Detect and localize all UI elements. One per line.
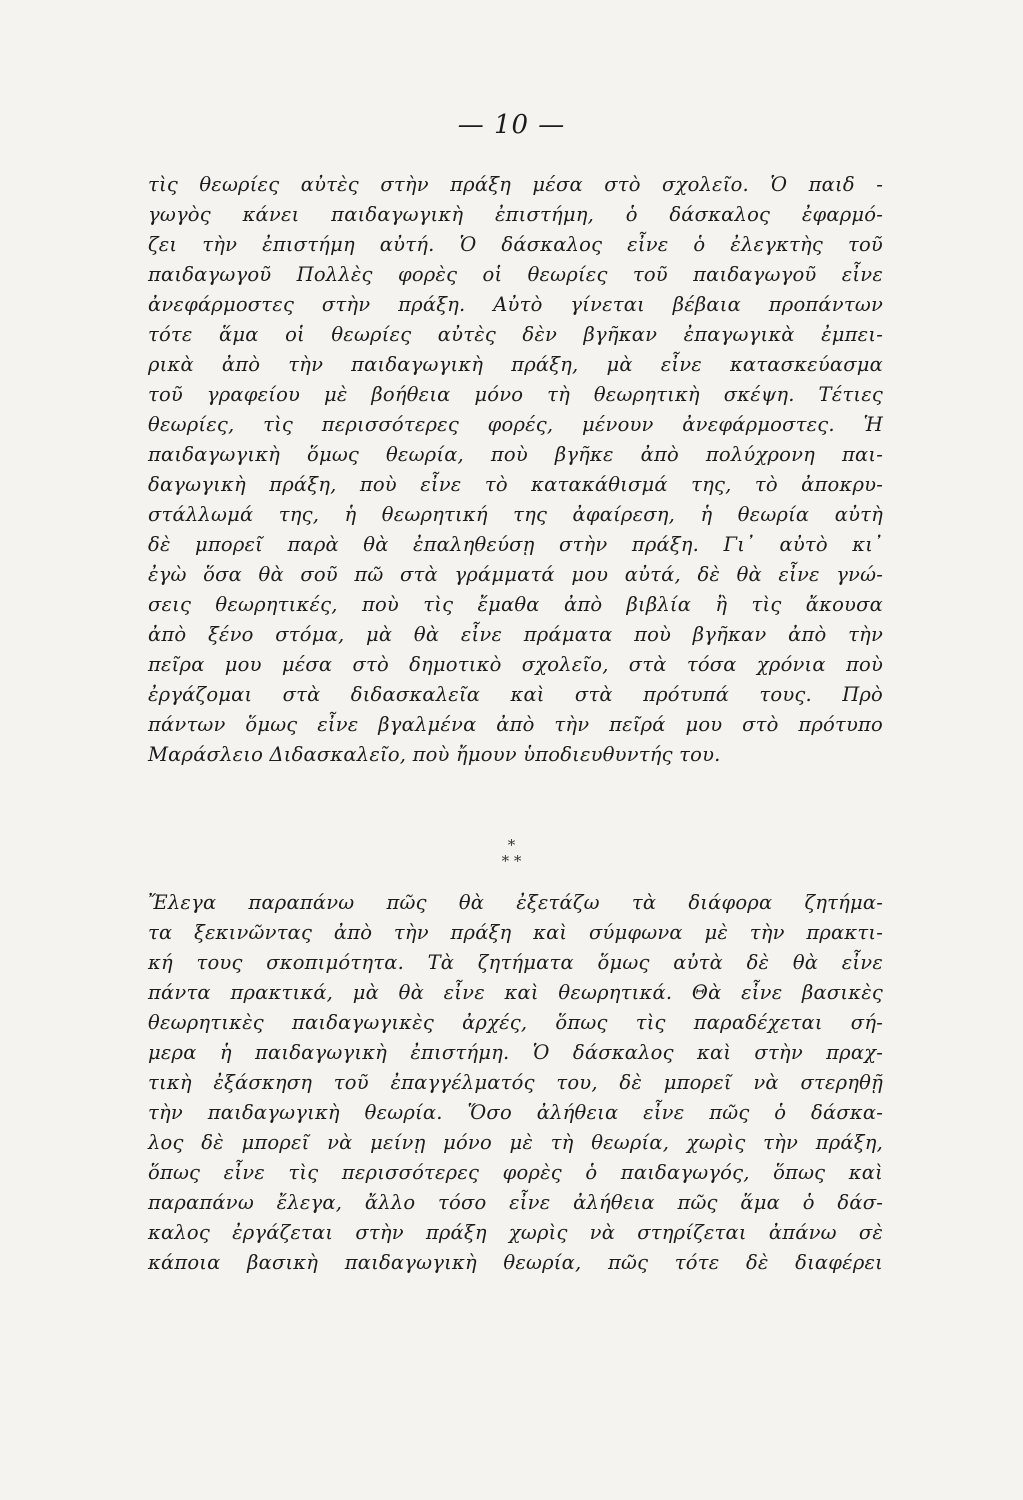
text-line: τικὴ ἐξάσκηση τοῦ ἐπαγγέλματός του, δὲ μπορεῖ νὰ στερηθῇ [148,1071,883,1094]
page-number: — 10 — [457,110,566,140]
section-separator-bottom: * * [501,852,522,870]
text-line: ὅπως εἶνε τὶς περισσότερες φορὲς ὁ παιδαγωγός, ὅπως καὶ [148,1161,883,1184]
section-separator-top: * [507,836,516,854]
text-line: δαγωγικὴ πράξη, ποὺ εἶνε τὸ κατακάθισμά της, τὸ ἀποκρυ- [148,473,883,496]
text-line: ἐγὼ ὅσα θὰ σοῦ πῶ στὰ γράμματά μου αὐτά, δὲ θὰ εἶνε γνώ- [148,563,883,586]
text-line: παραπάνω ἔλεγα, ἄλλο τόσο εἶνε ἀλήθεια πῶς ἅμα ὁ δάσ- [148,1191,883,1214]
text-line: Ἔλεγα παραπάνω πῶς θὰ ἐξετάζω τὰ διάφορα ζητήμα- [148,891,883,914]
text-line: Μαράσλειο Διδασκαλεῖο, ποὺ ἤμουν ὑποδιευθυντής του. [148,743,721,766]
paragraph-2 [148,888,883,1278]
text-line: τα ξεκινῶντας ἀπὸ τὴν πράξη καὶ σύμφωνα μὲ τὴν πρακτι- [148,921,883,944]
text-line: ἀπὸ ξένο στόμα, μὰ θὰ εἶνε πράματα ποὺ βγῆκαν ἀπὸ τὴν [148,623,883,646]
text-line: ἐργάζομαι στὰ διδασκαλεῖα καὶ στὰ πρότυπά τους. Πρὸ [148,683,883,706]
text-line: πάντων ὅμως εἶνε βγαλμένα ἀπὸ τὴν πεῖρά μου στὸ πρότυπο [148,713,883,736]
text-line: στάλλωμά της, ἡ θεωρητική της ἀφαίρεση, ἡ θεωρία αὐτὴ [148,503,883,526]
text-line: ζει τὴν ἐπιστήμη αὐτή. Ὁ δάσκαλος εἶνε ὁ ἐλεγκτὴς τοῦ [148,233,883,256]
text-line: ἀνεφάρμοστες στὴν πράξη. Αὐτὸ γίνεται βέβαια προπάντων [148,293,883,316]
text-line: καλος ἐργάζεται στὴν πράξη χωρὶς νὰ στηρίζεται ἀπάνω σὲ [148,1221,883,1244]
text-line: σεις θεωρητικές, ποὺ τὶς ἔμαθα ἀπὸ βιβλία ἢ τὶς ἄκουσα [148,593,883,616]
text-line: πεῖρα μου μέσα στὸ δημοτικὸ σχολεῖο, στὰ τόσα χρόνια ποὺ [148,653,883,676]
text-line: λος δὲ μπορεῖ νὰ μείνῃ μόνο μὲ τὴ θεωρία, χωρὶς τὴν πράξη, [148,1131,883,1154]
text-line: παιδαγωγοῦ Πολλὲς φορὲς οἱ θεωρίες τοῦ παιδαγωγοῦ εἶνε [148,263,883,286]
text-line: δὲ μπορεῖ παρὰ θὰ ἐπαληθεύσῃ στὴν πράξη. Γι᾽ αὐτὸ κι᾽ [148,533,883,556]
text-line: τοῦ γραφείου μὲ βοήθεια μόνο τὴ θεωρητικὴ σκέψη. Τέτιες [148,383,883,406]
text-line: τὶς θεωρίες αὐτὲς στὴν πράξη μέσα στὸ σχολεῖο. Ὁ παιδ - [148,173,883,196]
text-line: θεωρητικὲς παιδαγωγικὲς ἀρχές, ὅπως τὶς παραδέχεται σή- [148,1011,883,1034]
text-line: τὴν παιδαγωγικὴ θεωρία. Ὅσο ἀλήθεια εἶνε πῶς ὁ δάσκα- [148,1101,883,1124]
text-line: ρικὰ ἀπὸ τὴν παιδαγωγικὴ πράξη, μὰ εἶνε κατασκεύασμα [148,353,883,376]
text-line: κάποια βασικὴ παιδαγωγικὴ θεωρία, πῶς τότε δὲ διαφέρει [148,1251,883,1274]
text-line: παιδαγωγικὴ ὅμως θεωρία, ποὺ βγῆκε ἀπὸ πολύχρονη παι- [148,443,883,466]
text-line: γωγὸς κάνει παιδαγωγικὴ ἐπιστήμη, ὁ δάσκαλος ἐφαρμό- [148,203,883,226]
text-line: τότε ἅμα οἱ θεωρίες αὐτὲς δὲν βγῆκαν ἐπαγωγικὰ ἐμπει- [148,323,883,346]
text-line: θεωρίες, τὶς περισσότερες φορές, μένουν ἀνεφάρμοστες. Ἡ [148,413,883,436]
text-line: πάντα πρακτικά, μὰ θὰ εἶνε καὶ θεωρητικά. Θὰ εἶνε βασικὲς [148,981,883,1004]
text-line: κή τους σκοπιμότητα. Τὰ ζητήματα ὅμως αὐτὰ δὲ θὰ εἶνε [148,951,883,974]
text-line: μερα ἡ παιδαγωγικὴ ἐπιστήμη. Ὁ δάσκαλος καὶ στὴν πραχ- [148,1041,883,1064]
paragraph-1 [148,170,883,770]
